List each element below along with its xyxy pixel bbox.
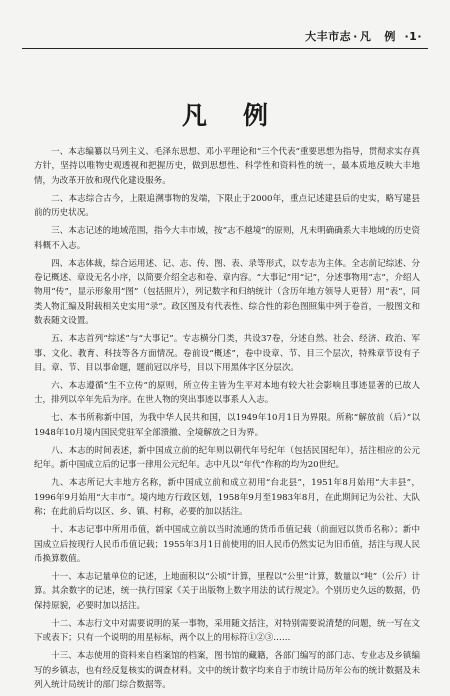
body-text: [34, 145, 420, 696]
paragraph-1: 一、本志编纂以马列主义、毛泽东思想、邓小平理论和“三个代表”重要思想为指导，贯彻求实存真方针，坚持以唯物史观透视和把握历史，做到思想性、科学性和资料性的统一，最本质地反映大丰地情，为改革开放和现代化建设服务。: [34, 147, 420, 186]
header-separator: ·: [353, 30, 358, 43]
paragraph-7: 七、本书所称新中国，为我中华人民共和国，以1949年10月1日为界限。所称“解放前（后）”以1948年10月境内国民党驻军全部溃撤、全境解放之日为界。: [34, 413, 420, 438]
page-number: ·1·: [404, 30, 422, 43]
paragraph-4: 四、本志体裁，综合运用述、记、志、传、图、表、录等形式，以专志为主体。全志前记综述、分卷记概述、章设无名小序，以简要介绍全志和卷、章内容。“大事记”用“记”，分述事物用“志”，介绍人物用“传”，显示形象用“图”（包括照片），列记数字和归纳统计（含历年地方领导人更替）用“表”，同类人物汇编及附载相关史实用“录”。政区图及有代表性、综合性的彩色图照集中列于卷首，一般图文和数表随文设置。: [34, 258, 420, 327]
book-title: 大丰市志: [305, 30, 352, 43]
paragraph-11: 十一、本志记量单位的记述，上地面积以“公顷”计算，里程以“公里”计算，数量以“吨”（公斤）计算。其余数字的记述，统一执行国家《关于出版物上数字用法的试行规定》。个别历史久远的数据，仍保持原貌，必要时加以括注。: [34, 571, 420, 611]
paragraph-3: 三、本志记述的地域范围，指今大丰市域，按“志不越境”的原则，凡未明确确系大丰地域的历史资料概不入志。: [34, 226, 420, 251]
paragraph-8: 八、本志的时间表述，新中国成立前的纪年则以朝代年号纪年（包括民国纪年），括注相应的公元纪年。新中国成立后的记事一律用公元纪年。志中凡以“年代”作称的均为20世纪。: [34, 445, 420, 471]
paragraph-2: 二、本志综合古今，上限追溯事物的发端，下限止于2000年，重点记述建县后的史实，略写建县前的历史状况。: [34, 193, 420, 219]
section-name-char2: 例: [384, 30, 396, 43]
paragraph-12: 十二、本志行文中对需要说明的某一事物，采用随文括注，对特别需要说清楚的问题，统一写在文下或表下；只有一个说明的用星标标，两个以上的用标符①②③……: [34, 618, 420, 644]
section-name: 凡: [359, 30, 372, 43]
paragraph-10: 十、本志记事中所用币值，新中国成立前以当时流通的货币币值记载（前面冠以货币名称）；新中国成立后按现行人民币币值记载；1955年3月1日前使用的旧人民币仍然实记为旧币值，括注与现人民币换算数值。: [34, 525, 420, 564]
paragraph-13: 十三、本志使用的资料来自档案馆的档案，图书馆的藏籍，各部门编写的部门志、专业志及乡镇编写的乡镇志，也有经反复核实的调查材料。文中的统计数字均来自于市统计局历年公布的统计数据及未列入统计局统计的部门综合数据等。: [34, 651, 420, 690]
paragraph-9: 九、本志所记大丰地方名称，新中国成立前和成立初用“台北县”，1951年8月始用“大丰县”，1996年9月始用“大丰市”。境内地方行政区划，1958年9月至1983年8月，在此期间记为公社、大队称；在此前后均以区、乡、镇、村称，必要的加以括注。: [34, 478, 420, 518]
running-header: [305, 28, 422, 44]
paragraph-5: 五、本志首列“综述”与“大事记”。专志横分门类，共设37卷，分述自然、社会、经济、政治、军事、文化、教育、科技等各方面情况。卷前设“概述”，卷中设章、节、目三个层次，特殊章节设有子目。章、节、目以事命题，题前冠以序号，目以下用黑体字区分层次。: [34, 334, 420, 374]
paragraph-6: 六、本志遵循“生不立传”的原则，所立传主皆为生平对本地有较大社会影响且事迹显著的已故人士，排列以卒年先后为序。在世人物的突出事迹以事系人入志。: [34, 381, 420, 406]
page-title: 凡例: [181, 101, 304, 130]
header-rule: [22, 48, 428, 49]
